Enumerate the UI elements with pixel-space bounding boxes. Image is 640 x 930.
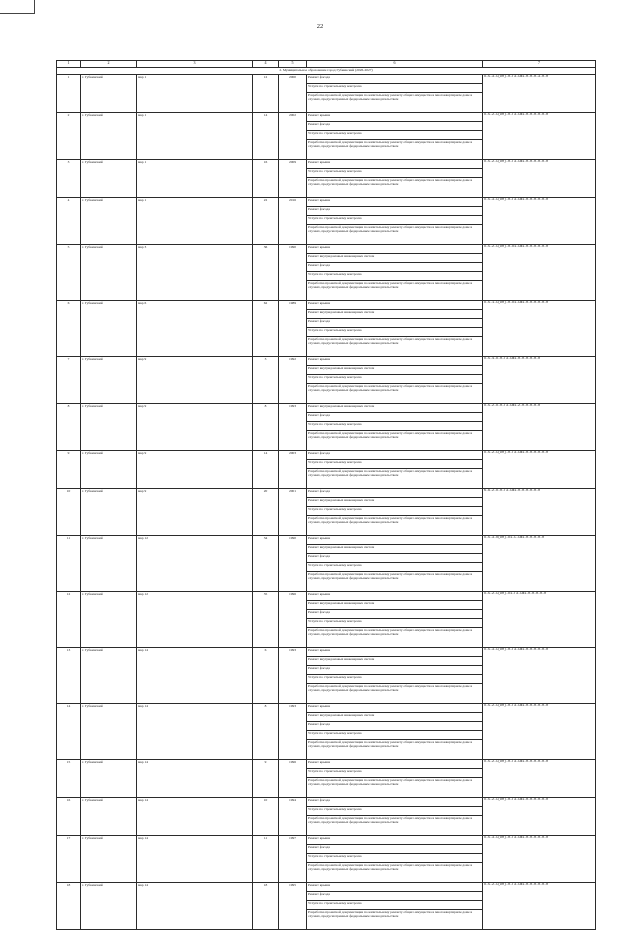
row-number: 11 bbox=[57, 536, 81, 592]
year-cell: 1990 bbox=[279, 536, 307, 592]
year-cell: 2001 bbox=[279, 489, 307, 536]
house-number-cell: 14 bbox=[253, 451, 279, 489]
work-type-cell: Разработка проектной документации по капитальному ремонту общего имущества в многоквартирном доме в случаях, предусмотренных федеральным законодательством bbox=[307, 337, 483, 357]
work-type-cell: Ремонт крыши bbox=[307, 760, 483, 769]
work-type-cell: Ремонт внутридомовых инженерных систем bbox=[307, 545, 483, 554]
table-row bbox=[57, 883, 596, 892]
address-cell: мкр 14 bbox=[137, 883, 253, 930]
locality-cell: г. Губкинский bbox=[81, 883, 137, 930]
work-type-cell: Услуги по строительному контролю bbox=[307, 216, 483, 225]
work-type-cell: Ремонт фасада bbox=[307, 892, 483, 901]
classification-code-cell: П-5-3-О(кп)-П1-С-СЖ1-0-0-0-0-0 bbox=[483, 536, 596, 592]
work-type-cell: Услуги по строительному контролю bbox=[307, 769, 483, 778]
work-type-cell: Услуги по строительному контролю bbox=[307, 422, 483, 431]
work-type-cell: Разработка проектной документации по капитальному ремонту общего имущества в многоквартирном доме в случаях, предусмотренных федеральным законодательством bbox=[307, 572, 483, 592]
column-number-row bbox=[57, 61, 596, 68]
house-number-cell: 18 bbox=[253, 883, 279, 930]
work-type-cell: Ремонт фасада bbox=[307, 845, 483, 854]
year-cell: 2000 bbox=[279, 75, 307, 113]
classification-code-cell: П-5-2-С(кп)-0-Г3-СЖ1-0-0-0-0-0-0 bbox=[483, 704, 596, 760]
work-type-cell: Ремонт фасада bbox=[307, 798, 483, 807]
locality-cell: г. Губкинский bbox=[81, 489, 137, 536]
work-type-cell: Услуги по строительному контролю bbox=[307, 507, 483, 516]
table-row bbox=[57, 198, 596, 207]
classification-code-cell: П-5-2-С(кп)-0-П1-СЖ1-0-0-0-0-0-0 bbox=[483, 245, 596, 301]
work-type-cell: Услуги по строительному контролю bbox=[307, 460, 483, 469]
locality-cell: г. Губкинский bbox=[81, 113, 137, 160]
row-number: 12 bbox=[57, 592, 81, 648]
work-type-cell: Ремонт фасада bbox=[307, 263, 483, 272]
house-number-cell: 8 bbox=[253, 404, 279, 451]
locality-cell: г. Губкинский bbox=[81, 357, 137, 404]
house-number-cell: 10 bbox=[253, 798, 279, 836]
table-row bbox=[57, 160, 596, 169]
scan-corner-mark bbox=[0, 0, 35, 14]
work-type-cell: Услуги по строительному контролю bbox=[307, 272, 483, 281]
house-number-cell: 62 bbox=[253, 301, 279, 357]
work-type-cell: Разработка проектной документации по капитальному ремонту общего имущества в многоквартирном доме в случаях, предусмотренных федеральным законодательством bbox=[307, 740, 483, 760]
address-cell: мкр 9 bbox=[137, 489, 253, 536]
work-type-cell: Разработка проектной документации по капитальному ремонту общего имущества в многоквартирном доме в случаях, предусмотренных федеральным законодательством bbox=[307, 178, 483, 198]
house-number-cell: 11 bbox=[253, 836, 279, 883]
work-type-cell: Ремонт фасада bbox=[307, 451, 483, 460]
address-cell: мкр 1 bbox=[137, 75, 253, 113]
locality-cell: г. Губкинский bbox=[81, 451, 137, 489]
year-cell: 1993 bbox=[279, 704, 307, 760]
table-row bbox=[57, 113, 596, 122]
table-row bbox=[57, 592, 596, 601]
work-type-cell: Ремонт фасада bbox=[307, 610, 483, 619]
work-type-cell: Ремонт внутридомовых инженерных систем bbox=[307, 657, 483, 666]
work-type-cell: Ремонт внутридомовых инженерных систем bbox=[307, 713, 483, 722]
locality-cell: г. Губкинский bbox=[81, 536, 137, 592]
row-number: 7 bbox=[57, 357, 81, 404]
work-type-cell: Ремонт внутридомовых инженерных систем bbox=[307, 498, 483, 507]
house-number-cell: 34 bbox=[253, 536, 279, 592]
section-title: 2. Муниципальное образование город Губкинский (2026-2027) bbox=[57, 68, 596, 75]
classification-code-cell: П-5-3-С(кп)-0-Г3-СЖ1-0-0-0-0-0-0 bbox=[483, 648, 596, 704]
locality-cell: г. Губкинский bbox=[81, 245, 137, 301]
house-number-cell: 14 bbox=[253, 113, 279, 160]
address-cell: мкр 12 bbox=[137, 536, 253, 592]
table-row bbox=[57, 648, 596, 657]
year-cell: 1993 bbox=[279, 404, 307, 451]
classification-code-cell: П-5-3-С(кп)-0-Г3-СЖ1-0-0-0-3-0-0 bbox=[483, 75, 596, 113]
year-cell: 1993 bbox=[279, 648, 307, 704]
locality-cell: г. Губкинский bbox=[81, 704, 137, 760]
work-type-cell: Услуги по строительному контролю bbox=[307, 131, 483, 140]
row-number: 9 bbox=[57, 451, 81, 489]
row-number: 17 bbox=[57, 836, 81, 883]
address-cell: мкр 14 bbox=[137, 704, 253, 760]
table-row bbox=[57, 536, 596, 545]
page-number: 22 bbox=[316, 23, 324, 30]
work-type-cell: Разработка проектной документации по капитальному ремонту общего имущества в многоквартирном доме в случаях, предусмотренных федеральным законодательством bbox=[307, 778, 483, 798]
work-type-cell: Ремонт крыши bbox=[307, 592, 483, 601]
work-type-cell: Ремонт внутридомовых инженерных систем bbox=[307, 366, 483, 375]
locality-cell: г. Губкинский bbox=[81, 648, 137, 704]
row-number: 3 bbox=[57, 160, 81, 198]
row-number: 14 bbox=[57, 704, 81, 760]
year-cell: 1992 bbox=[279, 357, 307, 404]
address-cell: мкр 14 bbox=[137, 648, 253, 704]
row-number: 1 bbox=[57, 75, 81, 113]
row-number: 6 bbox=[57, 301, 81, 357]
locality-cell: г. Губкинский bbox=[81, 836, 137, 883]
work-type-cell: Ремонт фасада bbox=[307, 75, 483, 84]
work-type-cell: Разработка проектной документации по капитальному ремонту общего имущества в многоквартирном доме в случаях, предусмотренных федеральным законодательством bbox=[307, 816, 483, 836]
classification-code-cell: К-6-2-П-0-Г3-СЖ1-0-0-0-0-0-0 bbox=[483, 489, 596, 536]
row-number: 5 bbox=[57, 245, 81, 301]
table-row bbox=[57, 357, 596, 366]
house-number-cell: 35 bbox=[253, 592, 279, 648]
year-cell: 1990 bbox=[279, 245, 307, 301]
work-type-cell: Ремонт крыши bbox=[307, 357, 483, 366]
locality-cell: г. Губкинский bbox=[81, 798, 137, 836]
work-type-cell: Разработка проектной документации по капитальному ремонту общего имущества в многоквартирном доме в случаях, предусмотренных федеральным законодательством bbox=[307, 431, 483, 451]
work-type-cell: Ремонт крыши bbox=[307, 536, 483, 545]
address-cell: мкр 3 bbox=[137, 245, 253, 301]
work-type-cell: Разработка проектной документации по капитальному ремонту общего имущества в многоквартирном доме в случаях, предусмотренных федеральным законодательством bbox=[307, 910, 483, 930]
table-row bbox=[57, 451, 596, 460]
work-type-cell: Разработка проектной документации по капитальному ремонту общего имущества в многоквартирном доме в случаях, предусмотренных федеральным законодательством bbox=[307, 93, 483, 113]
work-type-cell: Ремонт фасада bbox=[307, 413, 483, 422]
work-type-cell: Разработка проектной документации по капитальному ремонту общего имущества в многоквартирном доме в случаях, предусмотренных федеральным законодательством bbox=[307, 469, 483, 489]
table-row bbox=[57, 75, 596, 84]
year-cell: 1996 bbox=[279, 592, 307, 648]
house-number-cell: 20 bbox=[253, 489, 279, 536]
column-number: 5 bbox=[279, 61, 307, 68]
work-type-cell: Разработка проектной документации по капитальному ремонту общего имущества в многоквартирном доме в случаях, предусмотренных федеральным законодательством bbox=[307, 863, 483, 883]
classification-code-cell: П-5-4-П-0-Г3-СЖ1-0-0-0-0-0-0 bbox=[483, 357, 596, 404]
section-row bbox=[57, 68, 596, 75]
work-type-cell: Разработка проектной документации по капитальному ремонту общего имущества в многоквартирном доме в случаях, предусмотренных федеральным законодательством bbox=[307, 225, 483, 245]
work-type-cell: Услуги по строительному контролю bbox=[307, 328, 483, 337]
house-number-cell: 9 bbox=[253, 760, 279, 798]
classification-code-cell: П-5-3-С(кп)-0-Г3-СЖ1-0-0-0-0-0-0 bbox=[483, 836, 596, 883]
year-cell: 1997 bbox=[279, 836, 307, 883]
work-type-cell: Ремонт фасада bbox=[307, 489, 483, 498]
classification-code-cell: П-5-2-С(кп)-0-Г3-СЖ1-0-0-0-0-0-0 bbox=[483, 798, 596, 836]
work-type-cell: Ремонт крыши bbox=[307, 160, 483, 169]
classification-code-cell: П-5-2-С(кп)-0-Г3-СЖ1-0-0-0-0-0-0 bbox=[483, 160, 596, 198]
column-number: 1 bbox=[57, 61, 81, 68]
work-type-cell: Разработка проектной документации по капитальному ремонту общего имущества в многоквартирном доме в случаях, предусмотренных федеральным законодательством bbox=[307, 140, 483, 160]
table-row bbox=[57, 301, 596, 310]
row-number: 18 bbox=[57, 883, 81, 930]
address-cell: мкр 14 bbox=[137, 760, 253, 798]
year-cell: 2009 bbox=[279, 160, 307, 198]
classification-code-cell: П-5-2-С(кп)-П1-Г3-СЖ1-0-0-0-0-0 bbox=[483, 592, 596, 648]
house-number-cell: 8 bbox=[253, 704, 279, 760]
work-type-cell: Ремонт фасада bbox=[307, 722, 483, 731]
classification-code-cell: П-5-2-С(кп)-0-Г3-СЖ1-0-0-0-0-0-0 bbox=[483, 760, 596, 798]
row-number: 4 bbox=[57, 198, 81, 245]
work-type-cell: Разработка проектной документации по капитальному ремонту общего имущества в многоквартирном доме в случаях, предусмотренных федеральным законодательством bbox=[307, 628, 483, 648]
work-type-cell: Услуги по строительному контролю bbox=[307, 807, 483, 816]
address-cell: мкр 6 bbox=[137, 301, 253, 357]
row-number: 16 bbox=[57, 798, 81, 836]
locality-cell: г. Губкинский bbox=[81, 760, 137, 798]
work-type-cell: Ремонт крыши bbox=[307, 704, 483, 713]
year-cell: 2003 bbox=[279, 451, 307, 489]
locality-cell: г. Губкинский bbox=[81, 75, 137, 113]
work-type-cell: Ремонт крыши bbox=[307, 301, 483, 310]
house-number-cell: 16 bbox=[253, 160, 279, 198]
work-type-cell: Ремонт внутридомовых инженерных систем bbox=[307, 601, 483, 610]
locality-cell: г. Губкинский bbox=[81, 301, 137, 357]
column-number: 2 bbox=[81, 61, 137, 68]
column-number: 6 bbox=[307, 61, 483, 68]
work-type-cell: Разработка проектной документации по капитальному ремонту общего имущества в многоквартирном доме в случаях, предусмотренных федеральным законодательством bbox=[307, 281, 483, 301]
address-cell: мкр 9 bbox=[137, 404, 253, 451]
locality-cell: г. Губкинский bbox=[81, 404, 137, 451]
row-number: 2 bbox=[57, 113, 81, 160]
row-number: 15 bbox=[57, 760, 81, 798]
work-type-cell: Ремонт крыши bbox=[307, 198, 483, 207]
table-row bbox=[57, 489, 596, 498]
work-type-cell: Услуги по строительному контролю bbox=[307, 563, 483, 572]
year-cell: 1994 bbox=[279, 798, 307, 836]
table-row bbox=[57, 245, 596, 254]
house-number-cell: 36 bbox=[253, 245, 279, 301]
year-cell: 2002 bbox=[279, 113, 307, 160]
work-type-cell: Услуги по строительному контролю bbox=[307, 169, 483, 178]
work-type-cell: Разработка проектной документации по капитальному ремонту общего имущества в многоквартирном доме в случаях, предусмотренных федеральным законодательством bbox=[307, 384, 483, 404]
address-cell: мкр 14 bbox=[137, 798, 253, 836]
row-number: 13 bbox=[57, 648, 81, 704]
house-number-cell: 12 bbox=[253, 75, 279, 113]
column-number: 3 bbox=[137, 61, 253, 68]
work-type-cell: Разработка проектной документации по капитальному ремонту общего имущества в многоквартирном доме в случаях, предусмотренных федеральным законодательством bbox=[307, 516, 483, 536]
work-type-cell: Ремонт крыши bbox=[307, 836, 483, 845]
work-type-cell: Ремонт фасада bbox=[307, 319, 483, 328]
year-cell: 2016 bbox=[279, 198, 307, 245]
work-type-cell: Ремонт фасада bbox=[307, 207, 483, 216]
table-row bbox=[57, 760, 596, 769]
work-type-cell: Ремонт внутридомовых инженерных систем bbox=[307, 404, 483, 413]
table-row bbox=[57, 798, 596, 807]
address-cell: мкр 9 bbox=[137, 357, 253, 404]
work-type-cell: Услуги по строительному контролю bbox=[307, 854, 483, 863]
address-cell: мкр 9 bbox=[137, 451, 253, 489]
work-type-cell: Ремонт фасада bbox=[307, 122, 483, 131]
work-type-cell: Ремонт внутридомовых инженерных систем bbox=[307, 254, 483, 263]
locality-cell: г. Губкинский bbox=[81, 592, 137, 648]
work-type-cell: Ремонт крыши bbox=[307, 883, 483, 892]
works-table-body bbox=[57, 61, 596, 930]
year-cell: 1995 bbox=[279, 883, 307, 930]
row-number: 10 bbox=[57, 489, 81, 536]
address-cell: мкр 1 bbox=[137, 160, 253, 198]
work-type-cell: Услуги по строительному контролю bbox=[307, 731, 483, 740]
work-type-cell: Ремонт внутридомовых инженерных систем bbox=[307, 310, 483, 319]
address-cell: мкр 14 bbox=[137, 836, 253, 883]
house-number-cell: 3 bbox=[253, 357, 279, 404]
row-number: 8 bbox=[57, 404, 81, 451]
work-type-cell: Разработка проектной документации по капитальному ремонту общего имущества в многоквартирном доме в случаях, предусмотренных федеральным законодательством bbox=[307, 684, 483, 704]
address-cell: мкр 1 bbox=[137, 198, 253, 245]
work-type-cell: Услуги по строительному контролю bbox=[307, 619, 483, 628]
classification-code-cell: П-5-2-С(кп)-0-Г3-СЖ1-0-0-0-0-0-0 bbox=[483, 113, 596, 160]
locality-cell: г. Губкинский bbox=[81, 160, 137, 198]
column-number: 7 bbox=[483, 61, 596, 68]
house-number-cell: 22 bbox=[253, 198, 279, 245]
table-row bbox=[57, 404, 596, 413]
table-row bbox=[57, 704, 596, 713]
classification-code-cell: П-5-2-С(кп)-0-Г3-СЖ1-0-0-0-0-0-0 bbox=[483, 451, 596, 489]
year-cell: 1996 bbox=[279, 760, 307, 798]
classification-code-cell: П-5-1-С(кп)-0-П1-СЖ1-0-0-0-0-0-0 bbox=[483, 301, 596, 357]
work-type-cell: Ремонт крыши bbox=[307, 113, 483, 122]
address-cell: мкр 12 bbox=[137, 592, 253, 648]
work-type-cell: Услуги по строительному контролю bbox=[307, 375, 483, 384]
classification-code-cell: П-5-3-С(кп)-0-Г3-СЖ1-0-0-0-0-0-0 bbox=[483, 198, 596, 245]
house-number-cell: 6 bbox=[253, 648, 279, 704]
locality-cell: г. Губкинский bbox=[81, 198, 137, 245]
work-type-cell: Ремонт фасада bbox=[307, 554, 483, 563]
works-table bbox=[56, 60, 596, 930]
work-type-cell: Ремонт крыши bbox=[307, 648, 483, 657]
work-type-cell: Услуги по строительному контролю bbox=[307, 675, 483, 684]
year-cell: 1989 bbox=[279, 301, 307, 357]
work-type-cell: Услуги по строительному контролю bbox=[307, 84, 483, 93]
address-cell: мкр 1 bbox=[137, 113, 253, 160]
work-type-cell: Ремонт фасада bbox=[307, 666, 483, 675]
classification-code-cell: П-5-2-П-0-Г3-СЖ1-2-0-0-0-0-0 bbox=[483, 404, 596, 451]
work-type-cell: Ремонт крыши bbox=[307, 245, 483, 254]
work-type-cell: Услуги по строительному контролю bbox=[307, 901, 483, 910]
column-number: 4 bbox=[253, 61, 279, 68]
table-row bbox=[57, 836, 596, 845]
classification-code-cell: П-5-2-С(кп)-0-Г3-СЖ1-0-0-0-0-0-0 bbox=[483, 883, 596, 930]
